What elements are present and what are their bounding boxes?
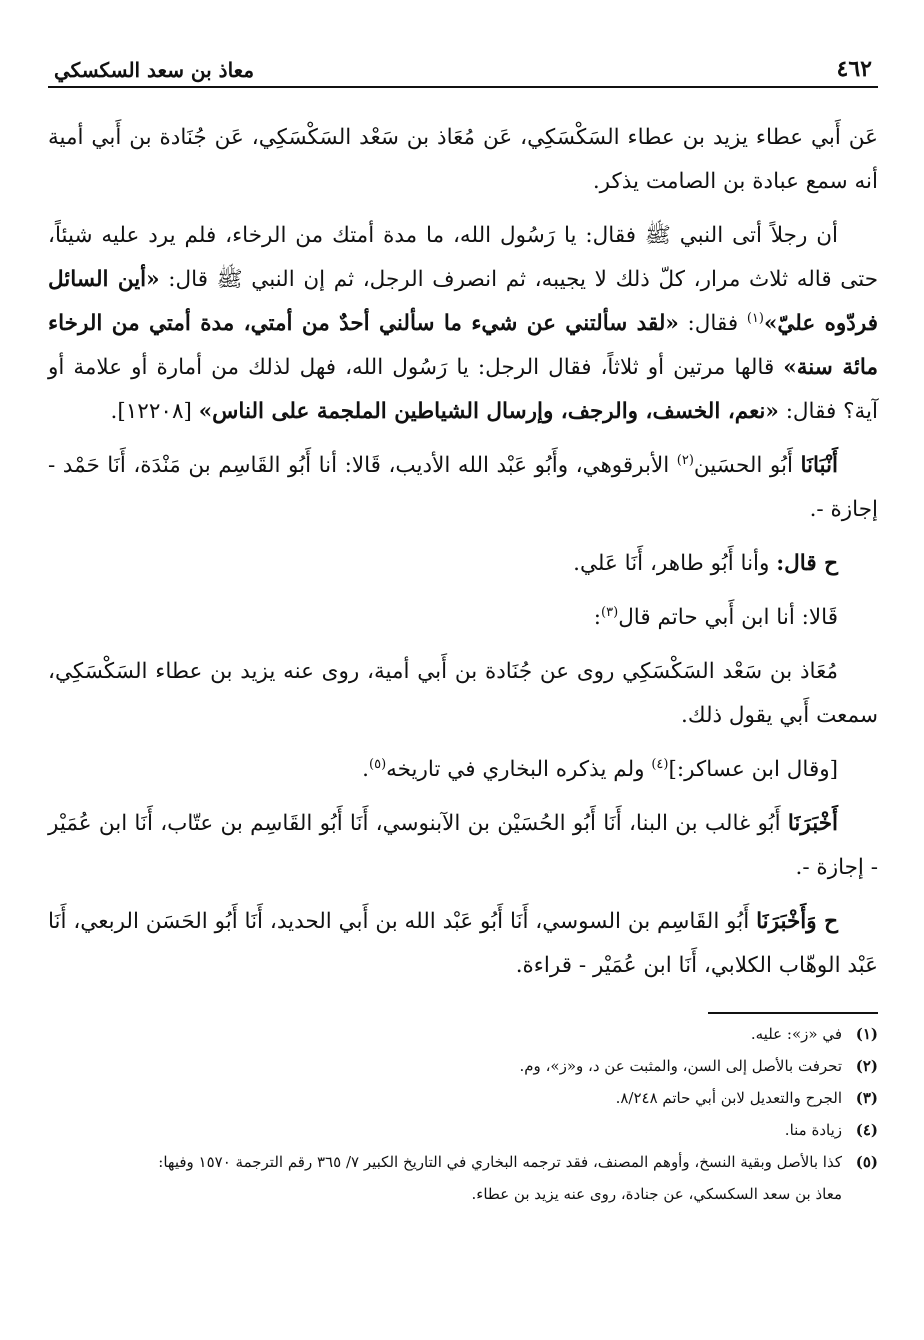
footnote-1 bbox=[48, 1018, 878, 1050]
footnote-number: (٣) bbox=[855, 1089, 878, 1107]
page-number: ٤٦٢ bbox=[836, 56, 872, 82]
footnote-number: (٢) bbox=[855, 1057, 878, 1075]
prophet-quote-2: «لقد سألتني عن شيء ما سألني أحدٌ من أمتي، مدة أمتي من الرخاء مائة سنة» bbox=[48, 311, 878, 380]
footnote-separator bbox=[708, 1012, 878, 1014]
footnotes-section bbox=[48, 1012, 878, 1210]
prophet-quote-3: «نعم، الخسف، والرجف، وإرسال الشياطين الملجمة على الناس» bbox=[198, 399, 779, 424]
isnad-2-text: وأنا أَبُو طاهر، أَنَا عَلي. bbox=[573, 551, 777, 576]
footnote-ref-2: (٢) bbox=[676, 452, 694, 468]
isnad-5-text: أَبُو القَاسِم بن السوسي، أَنَا أَبُو عَبْد الله بن أَبي الحديد، أَنَا أَبُو الحَسَن الربعي، أَنَا عَبْد الوهّاب الكلابي، أَنَا ابن عُمَيْر - قراءة. bbox=[48, 909, 878, 978]
isnad-4-text: أَبُو غالب بن البنا، أَنَا أَبُو الحُسَيْن بن الآبنوسي، أَنَا أَبُو القَاسِم بن عتّاب، أَنَا ابن عُمَيْر - إجازة -. bbox=[48, 811, 878, 880]
footnote-number: (١) bbox=[855, 1025, 878, 1043]
running-title: معاذ بن سعد السكسكي bbox=[54, 58, 255, 82]
footnote-text: كذا بالأصل وبقية النسخ، وأوهم المصنف، فقد ترجمه البخاري في التاريخ الكبير ٧/ ٣٦٥ رقم الترجمة ١٥٧٠ وفيها: bbox=[158, 1153, 842, 1171]
paragraph-chain bbox=[48, 116, 878, 204]
footnote-ref-1: (١) bbox=[746, 310, 764, 326]
isnad-text-c: الأبرقوهي، وأَبُو عَبْد الله الأديب، قَالا: أنا أَبُو القَاسِم بن مَنْدَة، أَنَا حَمْد - إجازة -. bbox=[48, 453, 878, 522]
paragraph-editor-note bbox=[48, 748, 878, 792]
ha-qala-keyword: ح قال: bbox=[776, 551, 838, 576]
paragraph-hadith bbox=[48, 214, 878, 434]
biography-text: مُعَاذ بن سَعْد السَكْسَكِي روى عن جُنَادة بن أَبي أمية، روى عنه يزيد بن عطاء السَكْسَكِي، سمعت أَبي يقول ذلك. bbox=[48, 659, 878, 728]
footnote-2 bbox=[48, 1050, 878, 1082]
footnote-3 bbox=[48, 1082, 878, 1114]
footnote-number: (٤) bbox=[855, 1121, 878, 1139]
prophet-quote-1: «أين السائل فردّوه عليّ» bbox=[48, 267, 878, 336]
akhbarana-keyword: أَخْبَرَنَا bbox=[787, 811, 838, 836]
paragraph-isnad-1 bbox=[48, 444, 878, 532]
book-page bbox=[48, 40, 878, 1203]
paragraph-isnad-4 bbox=[48, 802, 878, 890]
footnote-ref-4: (٤) bbox=[651, 756, 669, 772]
editor-note-c: . bbox=[362, 757, 369, 782]
footnote-ref-5: (٥) bbox=[369, 756, 387, 772]
hadith-text-e: قالها مرتين أو ثلاثاً، فقال الرجل: يا رَسُول الله، فهل لذلك من أمارة أو علامة أو آية؟ فقال: bbox=[48, 355, 878, 424]
footnote-4 bbox=[48, 1114, 878, 1146]
footnote-text: الجرح والتعديل لابن أبي حاتم ٨/٢٤٨. bbox=[615, 1089, 842, 1107]
ha-wa-akhbarana-keyword: ح وَأَخْبَرَنَا bbox=[756, 909, 838, 934]
footnote-5-continuation: معاذ بن سعد السكسكي، عن جنادة، روى عنه يزيد بن عطاء. bbox=[471, 1185, 842, 1203]
footnote-text: تحرفت بالأصل إلى السن، والمثبت عن د، و«ز»، وم. bbox=[519, 1057, 842, 1075]
isnad-3-text: قَالا: أنا ابن أَبي حاتم قال bbox=[618, 605, 838, 630]
footnote-text: في «ز»: عليه. bbox=[750, 1025, 842, 1043]
paragraph-isnad-5 bbox=[48, 900, 878, 988]
chain-text: عَن أَبي عطاء يزيد بن عطاء السَكْسَكِي، عَن مُعَاذ بن سَعْد السَكْسَكِي، عَن جُنَادة بن أَبي أمية أنه سمع عبادة بن الصامت يذكر. bbox=[48, 125, 878, 194]
hadith-text-c: فقال: bbox=[678, 311, 747, 336]
footnote-number: (٥) bbox=[855, 1153, 878, 1171]
footnote-5 bbox=[48, 1146, 878, 1178]
editor-note-b: ولم يذكره البخاري في تاريخه bbox=[386, 757, 652, 782]
main-text bbox=[48, 116, 878, 988]
isnad-3-colon: : bbox=[593, 605, 602, 630]
hadith-text-a: أن رجلاً أتى النبي ﷺ فقال: يا رَسُول الله، ما مدة أمتك من الرخاء، فلم يرد عليه شيئاً، حتى قاله ثلاث مرار، كلّ ذلك لا يجيبه، ثم انصرف الرجل، ثم إن النبي ﷺ قال: bbox=[48, 223, 878, 292]
isnad-text-b: أَبُو الحسَين bbox=[693, 453, 801, 478]
paragraph-biography bbox=[48, 650, 878, 738]
editor-note-a: [وقال ابن عساكر:] bbox=[668, 757, 838, 782]
hadith-number: [١٢٢٠٨]. bbox=[110, 399, 192, 424]
anbana-keyword: أَنْبَانَا bbox=[800, 453, 838, 478]
running-header bbox=[48, 40, 878, 88]
footnote-text: زيادة منا. bbox=[784, 1121, 842, 1139]
footnote-ref-3: (٣) bbox=[601, 604, 619, 620]
paragraph-isnad-2 bbox=[48, 542, 878, 586]
paragraph-isnad-3 bbox=[48, 596, 878, 640]
